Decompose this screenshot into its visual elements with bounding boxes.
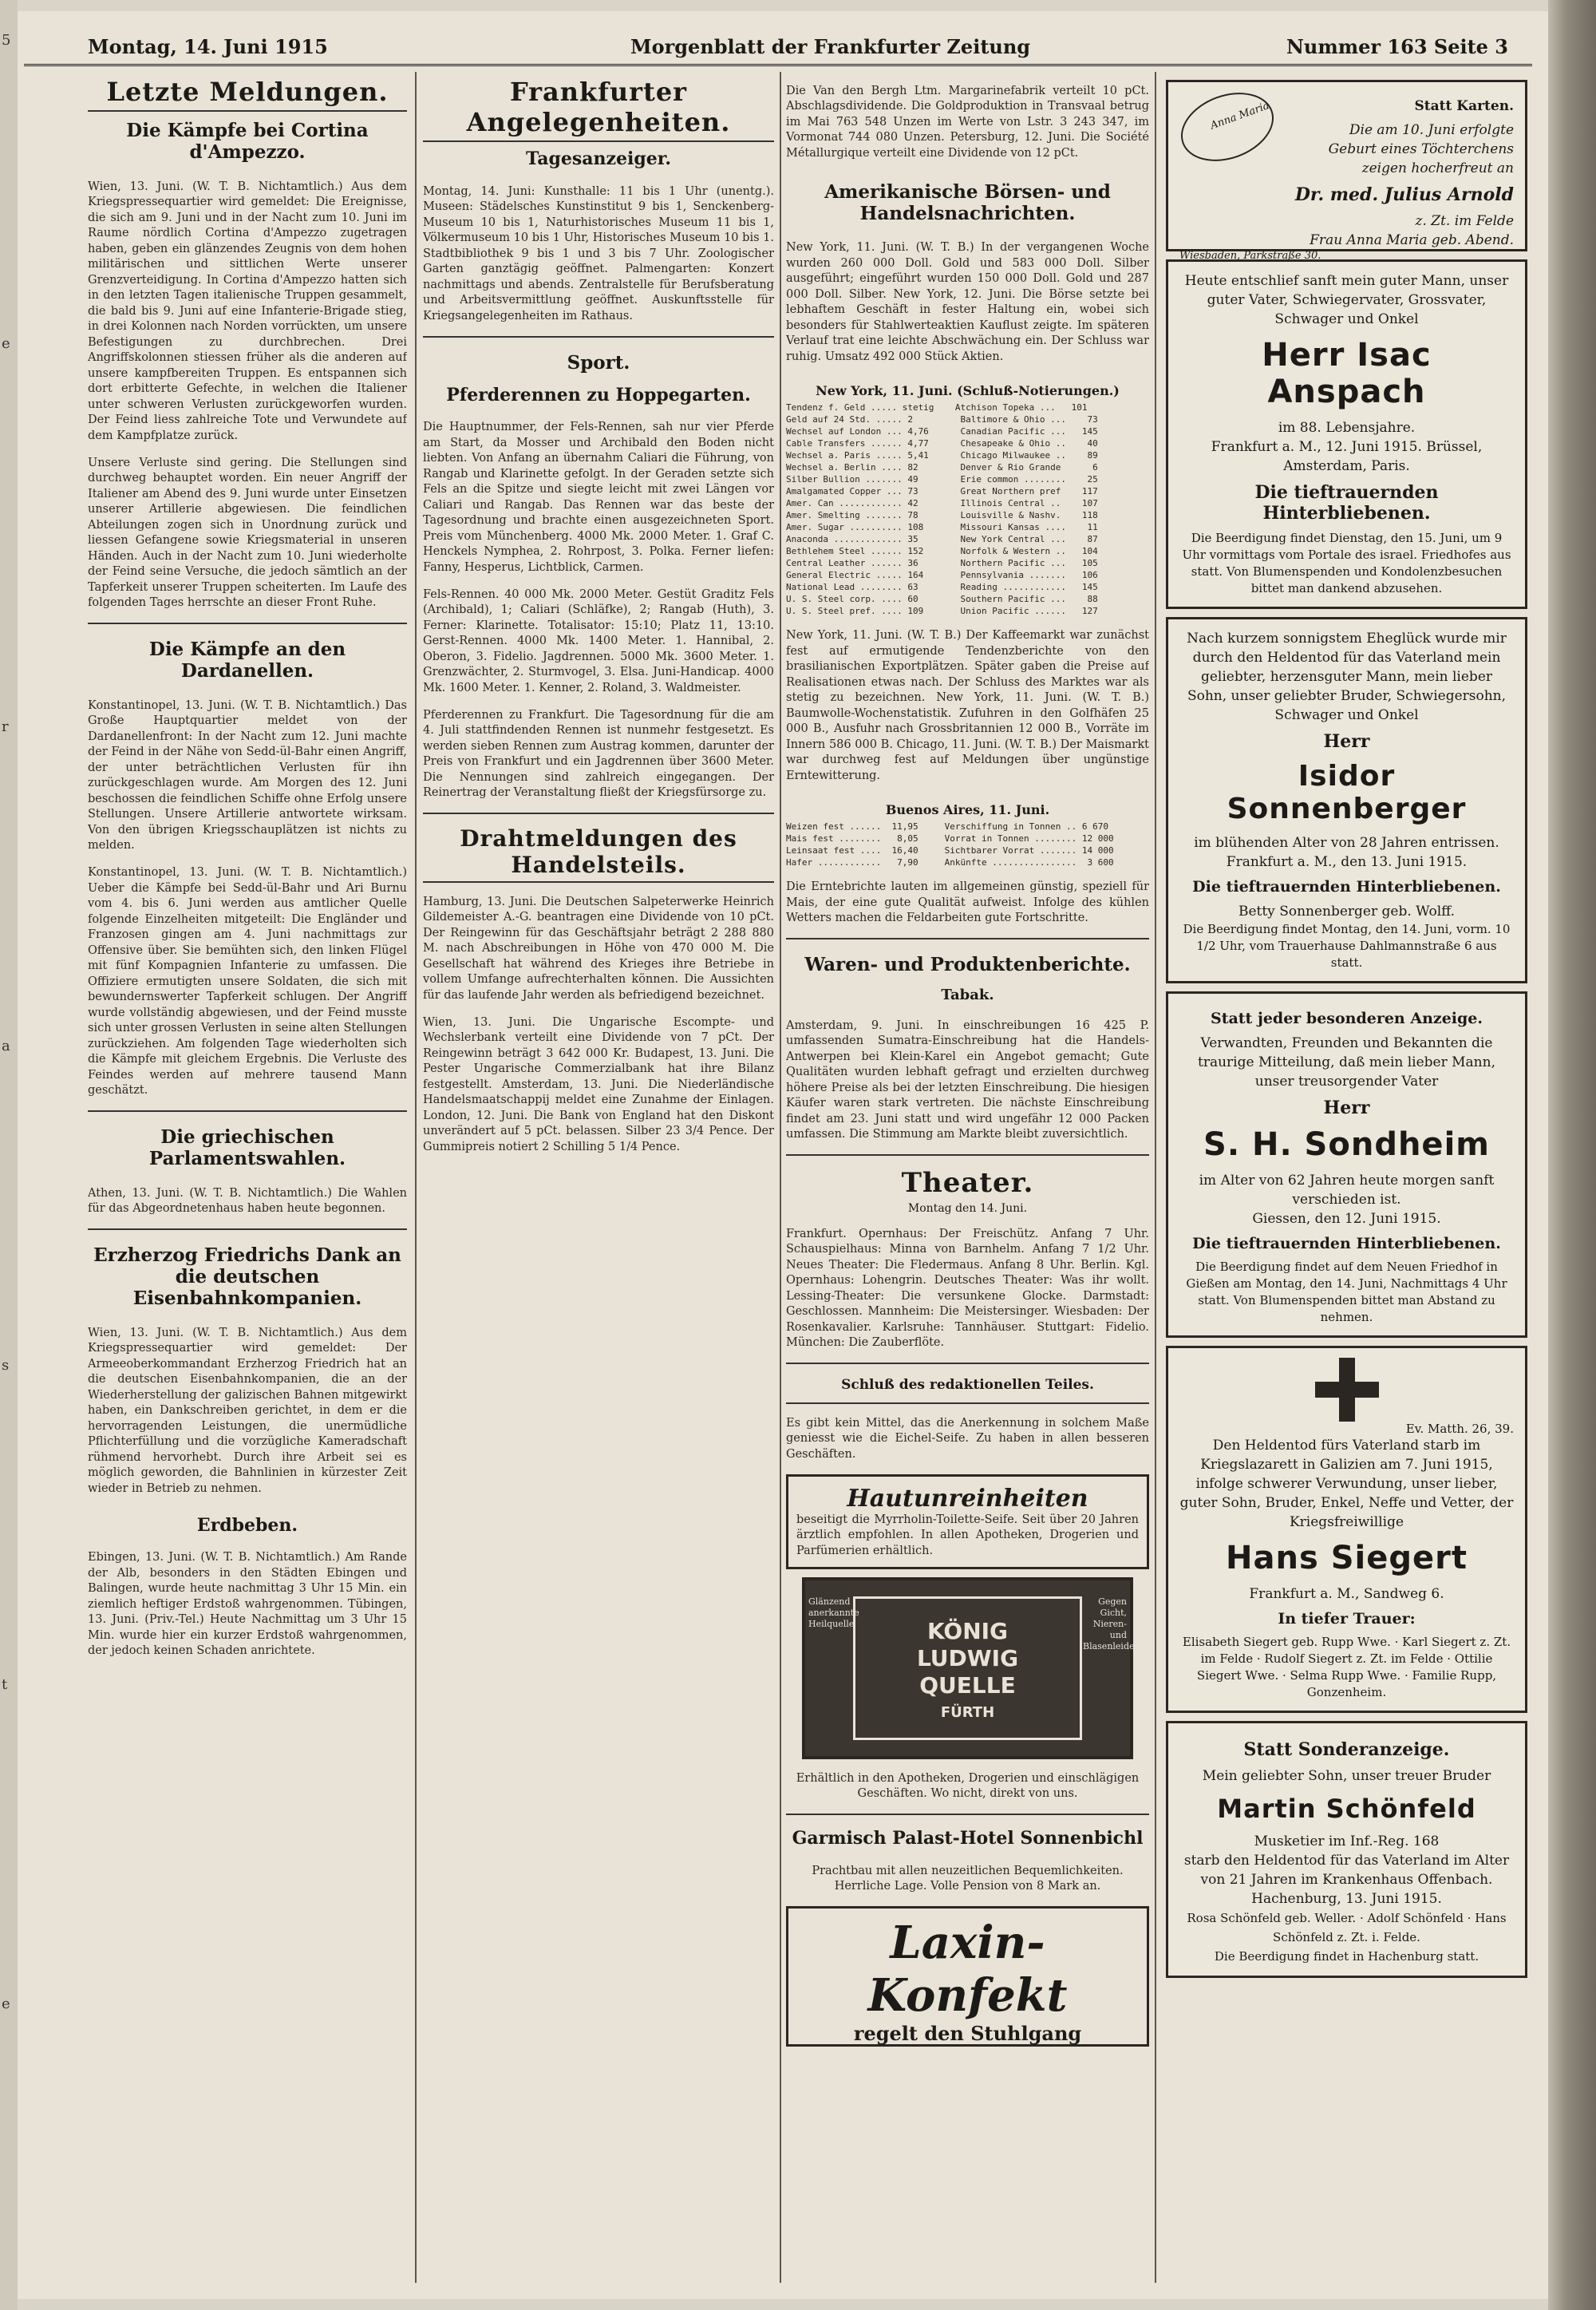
notice-text: Musketier im Inf.-Reg. 168 [1254, 1833, 1440, 1849]
divider [423, 813, 774, 814]
notice-name: Dr. med. Julius Arnold [1294, 184, 1514, 205]
article-heading: Die griechischen Parlamentswahlen. [148, 1126, 346, 1169]
article-text: Ebingen, 13. Juni. (W. T. B. Nichtamtlich.) Am Rande der Alb, besonders in den Städten Ebingen und Balingen, wurde heute nachmittag 3 Uhr 15 Min. ein ziemlich heftiger Erdstoß wahrgenommen. Tübingen, 13. Juni. (Priv.-Tel.) Heute Nachmittag um 3 Uhr 15 Min. wurde hier ein kurzer Erdstoß wahrgenommen, der jedoch keinen Schaden anrichtete. [88, 1551, 407, 1657]
ad-title: Hautunreinheiten [847, 1484, 1088, 1513]
article-text: Wien, 13. Juni. (W. T. B. Nichtamtlich.) Aus dem Kriegspressequartier wird gemeldet: Die Ereignisse, die sich am 9. Juni und in der Nacht zum 10. Juni im Raume nördlich Cortina d'Ampezzo zugetragen haben, geben ein glänzendes Zeugnis von dem hohen militärischen und sittlichen Werte unserer Grenzverteidigung. In Cortina d'Ampezzo hatten sich in den letzten Tagen italienische Truppen gesammelt, die bald bis 9. Juni auf eine Infanterie-Brigade stieg, in drei Kolonnen nach Norden vorrückten, um unsere Befestigungen zu durchbrechen. Drei Angriffskolonnen stiessen früher als die anderen auf unsere kampfbereiten Truppen. Es entspannen sich dort erbitterte Gefechte, in welchen die Italiener unter schweren Verlusten zurückgeworfen wurden. Der Feind liess zahlreiche Tote und Verwundete auf dem Kampfplatze zurück. [88, 180, 407, 442]
notice-text: Rosa Schönfeld geb. Weller. · Adolf Schönfeld · Hans Schönfeld z. Zt. i. Felde. [1187, 1911, 1507, 1944]
notice-text: Elisabeth Siegert geb. Rupp Wwe. · Karl Siegert z. Zt. im Felde · Rudolf Siegert z. Zt. im Felde · Ottilie Siegert Wwe. · Selma Rupp Wwe. · Familie Rupp, Gonzenheim. [1182, 1635, 1511, 1699]
divider [88, 1110, 407, 1112]
ad-laxin-konfekt [786, 1906, 1149, 2047]
ad-logo-frame [853, 1596, 1082, 1740]
book-spine [1548, 0, 1596, 2310]
ad-text: beseitigt die Myrrholin-Toilette-Seife. Seit über 20 Jahren ärztlich empfohlen. In allen Apotheken, Drogerien und Parfümerien erhältlich. [796, 1513, 1139, 1557]
notice-text: im blühenden Alter von 28 Jahren entrissen. [1194, 835, 1499, 851]
article-text: Die Van den Bergh Ltm. Margarinefabrik verteilt 10 pCt. Abschlagsdividende. Die Goldproduktion in Transvaal betrug im Mai 763 548 Unzen im Werte von Lstr. 3 243 347, im Vormonat 744 080 Unzen. Petersburg, 12. Juni. Die Société Métallurgique verteilt eine Dividende von 12 pCt. [786, 84, 1149, 160]
divider [786, 1363, 1149, 1364]
article-text: Wien, 13. Juni. Die Ungarische Escompte- und Wechslerbank verteilt eine Dividende von 7 pCt. Der Reingewinn beträgt 3 642 000 Kr. Budapest, 13. Juni. Die Pester Ungarische Commerzialbank hat ihre Bilanz festgestellt. Amsterdam, 13. Juni. Die Niederländische Handelsmaatschappij meldet eine Zunahme der Einlagen. London, 12. Juni. Die Bank von England hat den Diskont unverändert auf 5 pCt. belassen. Silber 23 3/4 Pence. Der Gummipreis notiert 2 Schilling 5 1/4 Pence. [423, 1015, 774, 1153]
notice-text: Frankfurt a. M., Sandweg 6. [1249, 1586, 1444, 1602]
divider [423, 336, 774, 338]
article-text: Konstantinopel, 13. Juni. (W. T. B. Nichtamtlich.) Das Große Hauptquartier meldet von der Dardanellenfront: In der Nacht zum 12. Juni machte der Feind in der Nähe von Sedd-ül-Bahr einen Angriff, der unter beträchtlichen Verlusten für ihn zurückgeschlagen wurde. Am Morgen des 12. Juni beschossen die feindlichen Schiffe ohne Erfolg unsere Stellungen. Unsere Artillerie antwortete wirksam. Von den übrigen Kriegsschauplätzen ist nichts zu melden. [88, 698, 407, 852]
ad-logo-line: KÖNIG [926, 1618, 1009, 1644]
article-text: Pferderennen zu Frankfurt. Die Tagesordnung für die am 4. Juli stattfindenden Rennen ist nunmehr festgesetzt. Es werden sieben Rennen zum Austrag kommen, darunter der Preis von Frankfurt und ein Jagdrennen über 3600 Meter. Die Nennungen sind zahlreich eingegangen. Der Reinertrag der Veranstaltung fließt der Kriegsfürsorge zu. [423, 708, 774, 799]
section-title: Theater. [901, 1167, 1034, 1199]
notice-name: Hans Siegert [1226, 1540, 1468, 1576]
grain-table: Weizen fest ...... 11,95 Verschiffung in Tonnen .. 6 670 Mais fest ........ 8,05 Vorrat in Tonnen ........ 12 000 Leinsaat fest .... 16,40 Sichtbarer Vorrat ....... 14 000 Hafer ............ 7,90 Ankünfte ................ 3 600 [786, 821, 1114, 868]
column-rule [415, 72, 417, 2283]
notice-name: Martin Schönfeld [1217, 1794, 1476, 1824]
notice-text: Heute entschlief sanft mein guter Mann, unser guter Vater, Schwiegervater, Grossvater, Schwager und Onkel [1184, 273, 1509, 327]
ad-logo-line: QUELLE [919, 1672, 1016, 1699]
ad-hautunreinheiten [786, 1474, 1149, 1570]
notice-heading: Statt jeder besonderen Anzeige. [1210, 1010, 1483, 1027]
notice-text: Frankfurt a. M., den 13. Juni 1915. [1226, 854, 1468, 870]
notice-title: Herr [1323, 1098, 1370, 1118]
article-heading: Pferderennen zu Hoppegarten. [446, 384, 751, 405]
stock-table: Tendenz f. Geld ..... stetig Atchison Topeka ... 101 Geld auf 24 Std. ..... 2 Baltimore & Ohio ... 73 Wechsel auf London ... 4,76 Canadian Pacific ... 145 Cable Transfers ...... 4,77 Chesapeake & Ohio .. 40 Wechsel a. Paris ..... 5,41 Chicago Milwaukee .. 89 Wechsel a. Berlin .... 82 Denver & Rio Grande 6 Silber Bullion ....... 49 Erie common ........ 25 Amalgamated Copper ... 73 Great Northern pref 117 Amer. Can ............ 42 Illinois Central .. 107 Amer. Smelting ....... 78 Louisville & Nashv. 118 Amer. Sugar .......... 108 Missouri Kansas .... 11 Anaconda ............. 35 New York Central ... 87 Bethlehem Steel ...... 152 Norfolk & Western .. 104 Central Leather ...... 36 Northern Pacific ... 105 General Electric ..... 164 Pennsylvania ....... 106 National Lead ........ 63 Reading ............ 145 U. S. Steel corp. .... 60 Southern Pacific ... 88 U. S. Steel pref. .... 109 Union Pacific ...... 127 [786, 401, 1098, 616]
ad-subtitle: regelt den Stuhlgang [853, 2022, 1082, 2045]
notice-text: Hachenburg, 13. Juni 1915. [1251, 1891, 1442, 1907]
ad-text: Erhältlich in den Apotheken, Drogerien und einschlägigen Geschäften. Wo nicht, direkt von uns. [796, 1771, 1140, 1800]
article-text: Die Hauptnummer, der Fels-Rennen, sah nur vier Pferde am Start, da Mosser und Archibald den Boden nicht liebten. Von Anfang an übernahm Caliari die Führung, von Rangab und Klarinette gefolgt. In der Geraden setzte sich Fels an die Spitze und siegte leicht mit zwei Längen vor Caliari und Rangab. Das Rennen war das beste der Tagesordnung und brachte einen ausgezeichneten Sport. Preis vom Münchenberg. 4000 Mk. 2000 Meter. 1. Graf C. Henckels Nymphea, 2. Rohrpost, 3. Polka. Ferner liefen: Fanny, Hesperus, Lichtblick, Carmen. [423, 421, 774, 574]
notice-heading: Statt Karten. [1414, 98, 1514, 114]
divider [786, 1814, 1149, 1815]
notice-name: S. H. Sondheim [1203, 1126, 1490, 1163]
column-3 [786, 72, 1149, 2283]
divider [786, 1402, 1149, 1404]
article-text: Amsterdam, 9. Juni. In einschreibungen 16 425 P. umfassenden Sumatra-Einschreibung hat die Handels-Antwerpen bei Klein-Karel ein Angebot gemacht; Gute Qualitäten wurden lebhaft gefragt und erzielten durchweg höhere Preise als bei der letzten Einschreibung. Die hiesigen Käufer waren stark vertreten. Die nächste Einschreibung findet am 23. Juni statt und wird ungefähr 12 000 Packen umfassen. Die Stimmung am Markte bleibt zuversichtlich. [786, 1019, 1149, 1141]
divider [88, 1228, 407, 1230]
page-header [24, 32, 1532, 66]
table-heading: Buenos Aires, 11. Juni. [885, 801, 1050, 817]
notice-sondheim [1166, 991, 1527, 1338]
header-date: Montag, 14. Juni 1915 [88, 35, 328, 58]
section-heading: Waren- und Produktenberichte. [804, 954, 1131, 975]
divider [88, 623, 407, 624]
notice-sonnenberger [1166, 617, 1527, 983]
ad-logo-line: FÜRTH [940, 1704, 995, 1721]
notice-mourners: Die tieftrauernden Hinterbliebenen. [1192, 878, 1501, 896]
ad-konig-ludwig-quelle [802, 1577, 1140, 1759]
notice-schoenfeld [1166, 1721, 1527, 1978]
stamp-emblem: Anna Maria [1171, 81, 1283, 173]
article-text: Athen, 13. Juni. (W. T. B. Nichtamtlich.) Die Wahlen für das Abgeordnetenhaus haben heute begonnen. [88, 1186, 407, 1215]
article-text: Hamburg, 13. Juni. Die Deutschen Salpeterwerke Heinrich Gildemeister A.-G. beantragen eine Dividende von 10 pCt. Der Reingewinn für das Geschäftsjahr beträgt 2 288 880 M. nach Abschreibungen in Höhe von 470 000 M. Die Gesellschaft hat während des Krieges ihre Betriebe in vollem Umfange aufrechterhalten können. Die Aussichten für das laufende Jahr werden als befriedigend bezeichnet. [423, 895, 774, 1002]
article-text: Konstantinopel, 13. Juni. (W. T. B. Nichtamtlich.) Ueber die Kämpfe bei Sedd-ül-Bahr und Ari Burnu vom 4. bis 6. Juni werden aus amtlicher Quelle folgende Einzelheiten mitgeteilt: Die Engländer und Franzosen gingen am 4. Juni nachmittags zur Offensive über. Sie bemühten sich, den linken Flügel mit fünf Kompagnien Infanterie zu umfassen. Die Offiziere ermutigten unsere Soldaten, die sich mit bewundernswerter Tapferkeit schlugen. Der Angriff wurde vollständig abgewiesen, und der Feind musste sich unter grossen Verlusten in seine alten Stellungen zurückziehen. Am folgenden Tage wiederholten sich die Kämpfe mit gleichem Ergebnis. Die Verluste des Feindes werden auf mehrere tausend Mann geschätzt. [88, 866, 407, 1097]
article-text: New York, 11. Juni. (W. T. B.) Der Kaffeemarkt war zunächst fest auf ermutigende Tendenzberichte von den brasilianischen Exportplätzen. Später gaben die Preise auf Realisationen etwas nach. Der Schluss des Marktes war als stetig zu bezeichnen. New York, 11. Juni. (W. T. B.) Baumwolle-Wochenstatistik. Zufuhren in den Golfhäfen 25 000 B., Ausfuhr nach Grossbritannien 12 000 B., Vorräte im Innern 586 000 B. Chicago, 11. Juni. (W. T. B.) Der Maismarkt war durchweg fest auf Meldungen über ungünstige Erntewitterung. [786, 629, 1149, 782]
notice-name: Herr Isac Anspach [1262, 337, 1432, 410]
notice-text: Giessen, den 12. Juni 1915. [1252, 1211, 1441, 1227]
article-heading: Erdbeben. [196, 1514, 298, 1536]
notice-birth [1166, 80, 1527, 262]
notice-text: Die Beerdigung findet Dienstag, den 15. Juni, um 9 Uhr vormittags vom Portale des israel. Friedhofes aus statt. Von Blumenspenden und Kondolenzbesuchen bittet man dankend abzusehen. [1182, 531, 1511, 595]
left-page-edge: 5 e r a s t e [0, 0, 18, 2310]
notice-text: Die am 10. Juni erfolgte Geburt eines Töchterchens zeigen hocherfreut an [1328, 122, 1514, 176]
header-page-number: Nummer 163 Seite 3 [1286, 35, 1508, 58]
notice-verse: Ev. Matth. 26, 39. [1405, 1422, 1514, 1436]
notice-text: Nach kurzem sonnigstem Eheglück wurde mir durch den Heldentod für das Vaterland mein geliebter, herzensguter Mann, mein lieber Sohn, unser geliebter Bruder, Schwiegersohn, Schwager und Onkel [1187, 631, 1507, 723]
notice-text: Betty Sonnenberger geb. Wolff. [1238, 904, 1456, 920]
article-heading: Die Kämpfe bei Cortina d'Ampezzo. [126, 120, 369, 163]
ad-text: Prachtbau mit allen neuzeitlichen Bequemlichkeiten. Herrliche Lage. Volle Pension von 8 Mark an. [812, 1864, 1124, 1893]
notice-text: Die Beerdigung findet in Hachenburg statt. [1214, 1949, 1479, 1964]
notice-heading: Statt Sonderanzeige. [1243, 1739, 1450, 1760]
notice-anspach [1166, 259, 1527, 609]
section-heading: Amerikanische Börsen- und Handelsnachrichten. [824, 180, 1111, 224]
notice-text: Mein geliebter Sohn, unser treuer Bruder [1202, 1768, 1491, 1784]
article-heading: Erzherzog Friedrichs Dank an die deutschen Eisenbahnkompanien. [93, 1244, 401, 1309]
article-text: Frankfurt. Opernhaus: Der Freischütz. Anfang 7 Uhr. Schauspielhaus: Minna von Barnhelm. Anfang 7 1/2 Uhr. Neues Theater: Die Fledermaus. Anfang 8 Uhr. Berlin. Kgl. Opernhaus: Lohengrin. Deutsches Theater: Was ihr wollt. Lessing-Theater: Die versunkene Glocke. Darmstadt: Geschlossen. Mannheim: Die Meistersinger. Wiesbaden: Der Rosenkavalier. Karlsruhe: Tannhäuser. Stuttgart: Fidelio. München: Die Zauberflöte. [786, 1227, 1149, 1349]
iron-cross-icon [1315, 1358, 1379, 1422]
notice-text: Die Beerdigung findet Montag, den 14. Juni, vorm. 10 1/2 Uhr, vom Trauerhause Dahlmannstraße 6 aus statt. [1183, 922, 1511, 970]
notice-name: Isidor Sonnenberger [1227, 760, 1467, 825]
ad-side-text: Gegen Gicht, Nieren- und Blasenleiden [1083, 1596, 1140, 1651]
article-text: Unsere Verluste sind gering. Die Stellungen sind durchweg behauptet worden. Ein neuer Angriff der Italiener am Abend des 9. Juni wurde unter Einsetzen unserer Artillerie abgewiesen. Die feindlichen Abteilungen zogen sich in Unordnung zurück und liessen Gefangene sowie Kriegsmaterial in unseren Händen. Auch in der Nacht zum 10. Juni wiederholte der Feind seine Versuche, die jedoch sämtlich an der Tapferkeit unserer Truppen scheiterten. Im Laufe des folgenden Tages herrschte an dieser Front Ruhe. [88, 456, 407, 609]
divider [786, 938, 1149, 939]
notice-text: Frau Anna Maria geb. Abend. [1310, 232, 1514, 248]
notice-text: Frankfurt a. M., 12. Juni 1915. Brüssel, Amsterdam, Paris. [1211, 439, 1483, 474]
ad-side-text: Glänzend anerkannte Heilquelle [808, 1596, 859, 1629]
table-heading: New York, 11. Juni. (Schluß-Notierungen.) [816, 382, 1120, 398]
column-2 [423, 72, 774, 2283]
column-rule [1155, 72, 1156, 2283]
notice-text: Den Heldentod fürs Vaterland starb im Kriegslazarett in Galizien am 7. Juni 1915, infolge schwerer Verwundung, unser lieber, guter Sohn, Bruder, Enkel, Neffe und Vetter, der Kriegsfreiwillige [1179, 1438, 1514, 1530]
ad-text: Es gibt kein Mittel, das die Anerkennung in solchem Maße geniesst wie die Eichel-Seife. Zu haben in allen besseren Geschäften. [786, 1416, 1149, 1461]
column-1 [88, 72, 407, 2283]
article-heading: Tabak. [941, 987, 994, 1003]
ad-title: Garmisch Palast-Hotel Sonnenbichl [792, 1828, 1144, 1849]
article-heading: Die Kämpfe an den Dardanellen. [148, 639, 346, 682]
notice-text: Die Beerdigung findet auf dem Neuen Friedhof in Gießen am Montag, den 14. Juni, Nachmittags 4 Uhr statt. Von Blumenspenden bittet man Abstand zu nehmen. [1186, 1260, 1507, 1324]
article-heading: Tagesanzeiger. [526, 148, 671, 169]
notice-mourners: In tiefer Trauer: [1278, 1610, 1416, 1628]
theater-date: Montag den 14. Juni. [907, 1202, 1028, 1215]
column-4 [1161, 72, 1532, 2283]
notice-text: z. Zt. im Felde [1415, 213, 1514, 229]
notice-text: im 88. Lebensjahre. [1278, 420, 1416, 436]
divider [786, 1154, 1149, 1156]
notice-mourners: Die tieftrauernden Hinterbliebenen. [1254, 482, 1439, 524]
section-title: Drahtmeldungen des Handelsteils. [423, 821, 774, 883]
article-text: New York, 11. Juni. (W. T. B.) In der vergangenen Woche wurden 260 000 Doll. Gold und 583 000 Doll. Silber ausgeführt; eingeführt wurden 150 000 Doll. Gold und 287 000 Doll. Silber. New York, 12. Juni. Die Börse setzte bei lebhaftem Geschäft in fester Haltung ein, wobei sich besonders für Stahlwerteaktien Kauflust zeigte. Im späteren Verlauf trat eine leichte Abschwächung ein. Der Schluss war ruhig. Umsatz 492 000 Stück Aktien. [786, 241, 1149, 363]
ad-logo-line: LUDWIG [916, 1645, 1019, 1671]
ad-title: Laxin-Konfekt [867, 1916, 1068, 2022]
header-masthead: Morgenblatt der Frankfurter Zeitung [630, 35, 1031, 58]
notice-text: Verwandten, Freunden und Bekannten die traurige Mitteilung, daß mein lieber Mann, unser treusorgender Vater [1198, 1035, 1495, 1090]
article-text: Wien, 13. Juni. (W. T. B. Nichtamtlich.) Aus dem Kriegspressequartier wird gemeldet: Der Armeeoberkommandant Erzherzog Friedrich hat an die deutschen Eisenbahnkompanien, die an der Wiederherstellung der galizischen Bahnen mitgewirkt haben, ein Dankschreiben gerichtet, in dem er die hervorragenden Leistungen, die unermüdliche Pflichterfüllung und die vorzügliche Kameradschaft rühmend hervorhebt. Durch ihre Arbeit sei es möglich geworden, die Bahnlinien in kürzester Zeit wieder in Betrieb zu nehmen. [88, 1326, 407, 1495]
section-title: Frankfurter Angelegenheiten. [423, 72, 774, 142]
section-heading: Sport. [567, 351, 630, 374]
notice-location: Wiesbaden, Parkstraße 30. [1179, 250, 1321, 262]
notice-text: im Alter von 62 Jahren heute morgen sanft verschieden ist. [1199, 1173, 1495, 1208]
column-rule [780, 72, 781, 2283]
notice-siegert [1166, 1346, 1527, 1713]
notice-title: Herr [1323, 731, 1370, 752]
notice-heading: Schluß des redaktionellen Teiles. [841, 1377, 1094, 1393]
article-text: Die Erntebrichte lauten im allgemeinen günstig, speziell für Mais, der eine gute Qualität aufweist. Infolge des kühlen Wetters machen die Feldarbeiten gute Fortschritte. [786, 880, 1149, 924]
section-title: Letzte Meldungen. [88, 72, 407, 112]
article-text: Montag, 14. Juni: Kunsthalle: 11 bis 1 Uhr (unentg.). Museen: Städelsches Kunstinstitut 9 bis 1, Senckenberg-Museum 10 bis 1, Naturhistorisches Museum 11 bis 1, Völkermuseum 10 bis 1 Uhr, Historisches Museum 10 bis 1. Stadtbibliothek 9 bis 1 und 3 bis 7 Uhr. Zoologischer Garten ganztägig geöffnet. Palmengarten: Konzert nachmittags und abends. Zentralstelle für Berufsberatung und Arbeitsvermittlung geöffnet. Auskunftsstelle für Kriegsangelegenheiten im Rathaus. [423, 184, 774, 322]
notice-text: starb den Heldentod für das Vaterland im Alter von 21 Jahren im Krankenhaus Offenbach. [1183, 1853, 1510, 1888]
article-text: Fels-Rennen. 40 000 Mk. 2000 Meter. Gestüt Graditz Fels (Archibald), 1; Caliari (Schläfke), 2; Rangab (Huth), 3. Ferner: Klarinette. Totalisator: 15:10; Platz 11, 13:10. Gerst-Rennen. 4000 Mk. 1400 Meter. 1. Hannibal, 2. Oberon, 3. Fidelio. Jagdrennen. 5000 Mk. 3600 Meter. 1. Grenzwächter, 2. Sturmvogel, 3. Elsa. Juni-Handicap. 4000 Mk. 1600 Meter. 1. Kenner, 2. Roland, 3. Waldmeister. [423, 587, 774, 694]
notice-mourners: Die tieftrauernden Hinterbliebenen. [1192, 1235, 1501, 1252]
